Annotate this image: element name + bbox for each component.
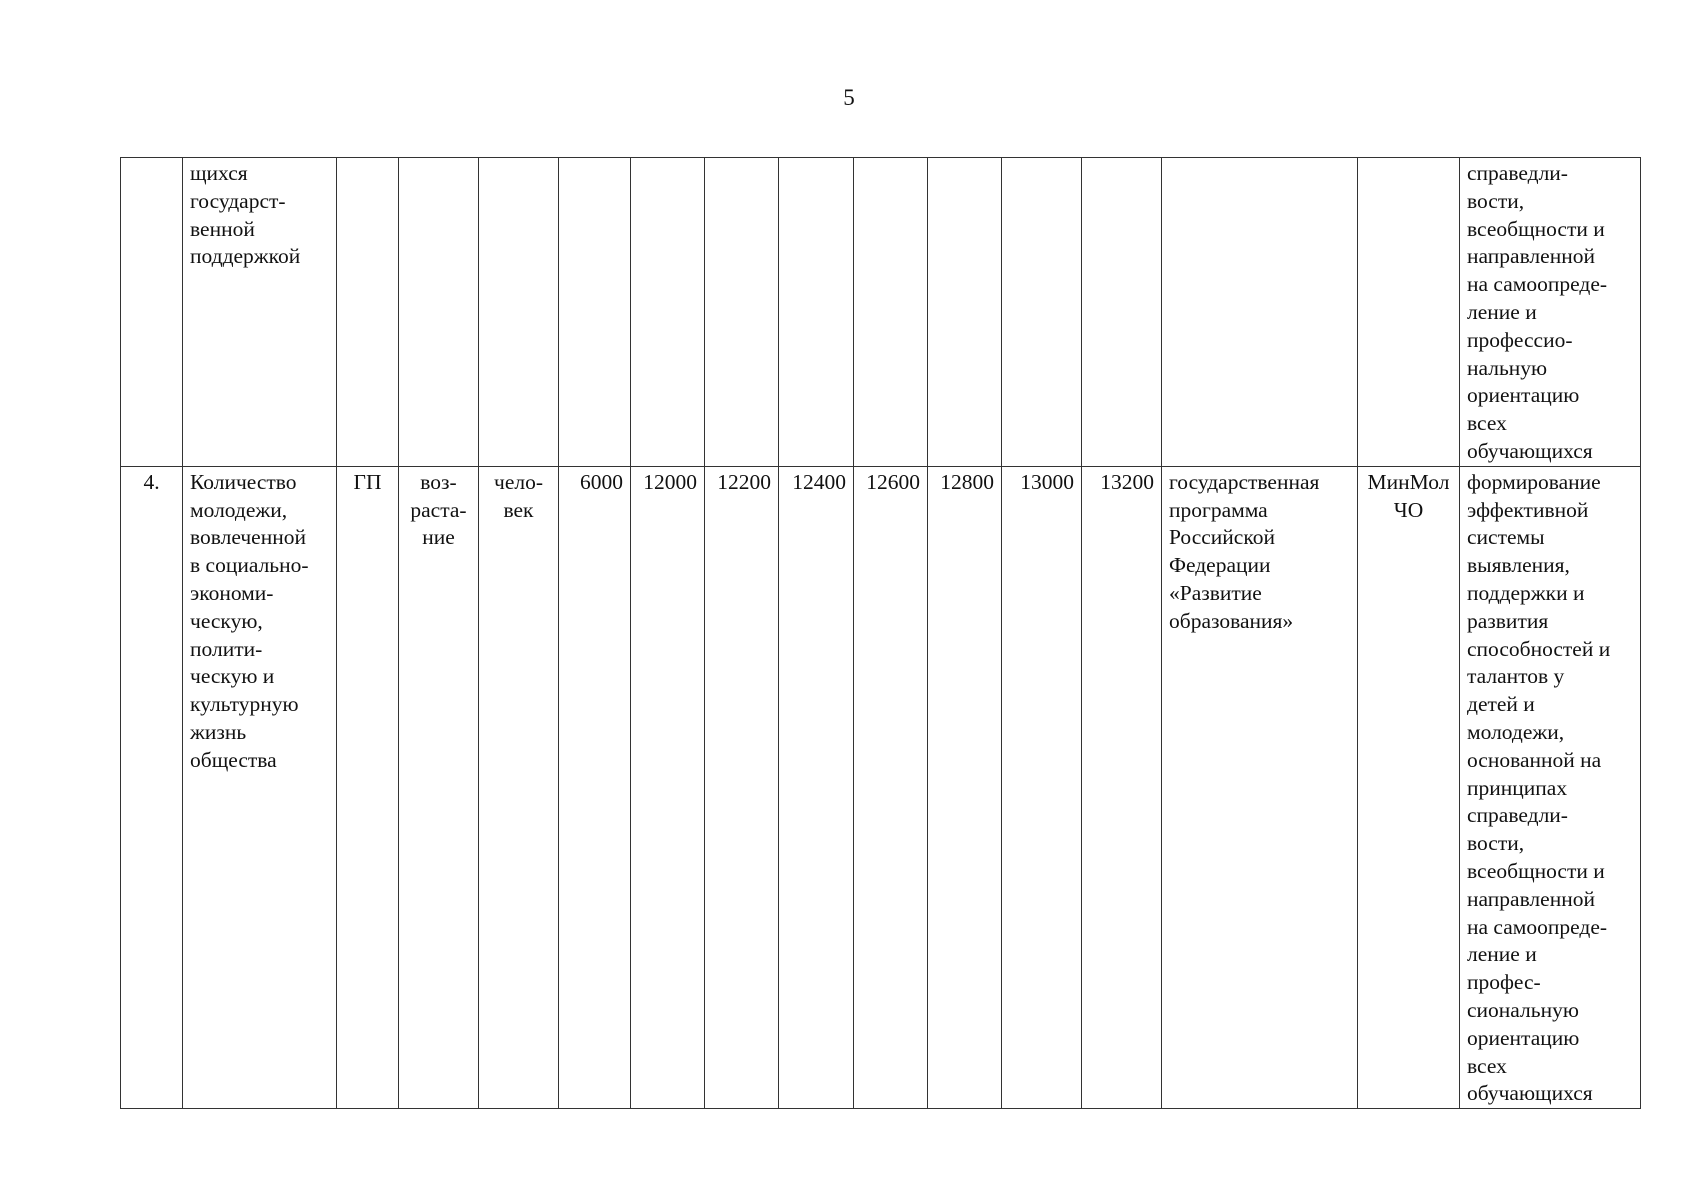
value-cell [559, 158, 631, 467]
indicator-dynamics [399, 158, 479, 467]
page-number: 5 [843, 85, 855, 110]
value-cell [1082, 158, 1162, 467]
program-name [1162, 158, 1358, 467]
indicator-unit: чело- век [479, 466, 559, 1108]
responsible-body: МинМол ЧО [1358, 466, 1460, 1108]
row-number: 4. [121, 466, 183, 1108]
indicator-name: щихся государст- венной поддержкой [183, 158, 337, 467]
value-cell [779, 158, 854, 467]
value-cell: 12400 [779, 466, 854, 1108]
indicator-type [337, 158, 399, 467]
value-cell: 13200 [1082, 466, 1162, 1108]
goal-text: формирование эффективной системы выявления, поддержки и развития способностей и талантов у детей и молодежи, основанной на принципах справедли- вости, всеобщности и направленной на самоопреде- ление и профес- сиональную ориентацию всех обучающихся [1460, 466, 1641, 1108]
value-cell [705, 158, 779, 467]
program-name: государственная программа Российской Федерации «Развитие образования» [1162, 466, 1358, 1108]
value-cell [928, 158, 1002, 467]
responsible-body [1358, 158, 1460, 467]
indicator-dynamics: воз- раста- ние [399, 466, 479, 1108]
value-cell: 13000 [1002, 466, 1082, 1108]
value-cell [854, 158, 928, 467]
row-number [121, 158, 183, 467]
value-cell [631, 158, 705, 467]
goal-text: справедли- вости, всеобщности и направленной на самоопреде- ление и профессио- нальную ориентацию всех обучающихся [1460, 158, 1641, 467]
table-row [121, 158, 1641, 467]
value-cell: 12200 [705, 466, 779, 1108]
value-cell: 12600 [854, 466, 928, 1108]
indicators-table [120, 157, 1641, 1109]
value-cell [1002, 158, 1082, 467]
value-cell: 12800 [928, 466, 1002, 1108]
table-row [121, 466, 1641, 1108]
indicator-type: ГП [337, 466, 399, 1108]
value-cell: 12000 [631, 466, 705, 1108]
indicator-name: Количество молодежи, вовлеченной в социально- экономи- ческую, полити- ческую и культурную жизнь общества [183, 466, 337, 1108]
value-cell: 6000 [559, 466, 631, 1108]
indicator-unit [479, 158, 559, 467]
